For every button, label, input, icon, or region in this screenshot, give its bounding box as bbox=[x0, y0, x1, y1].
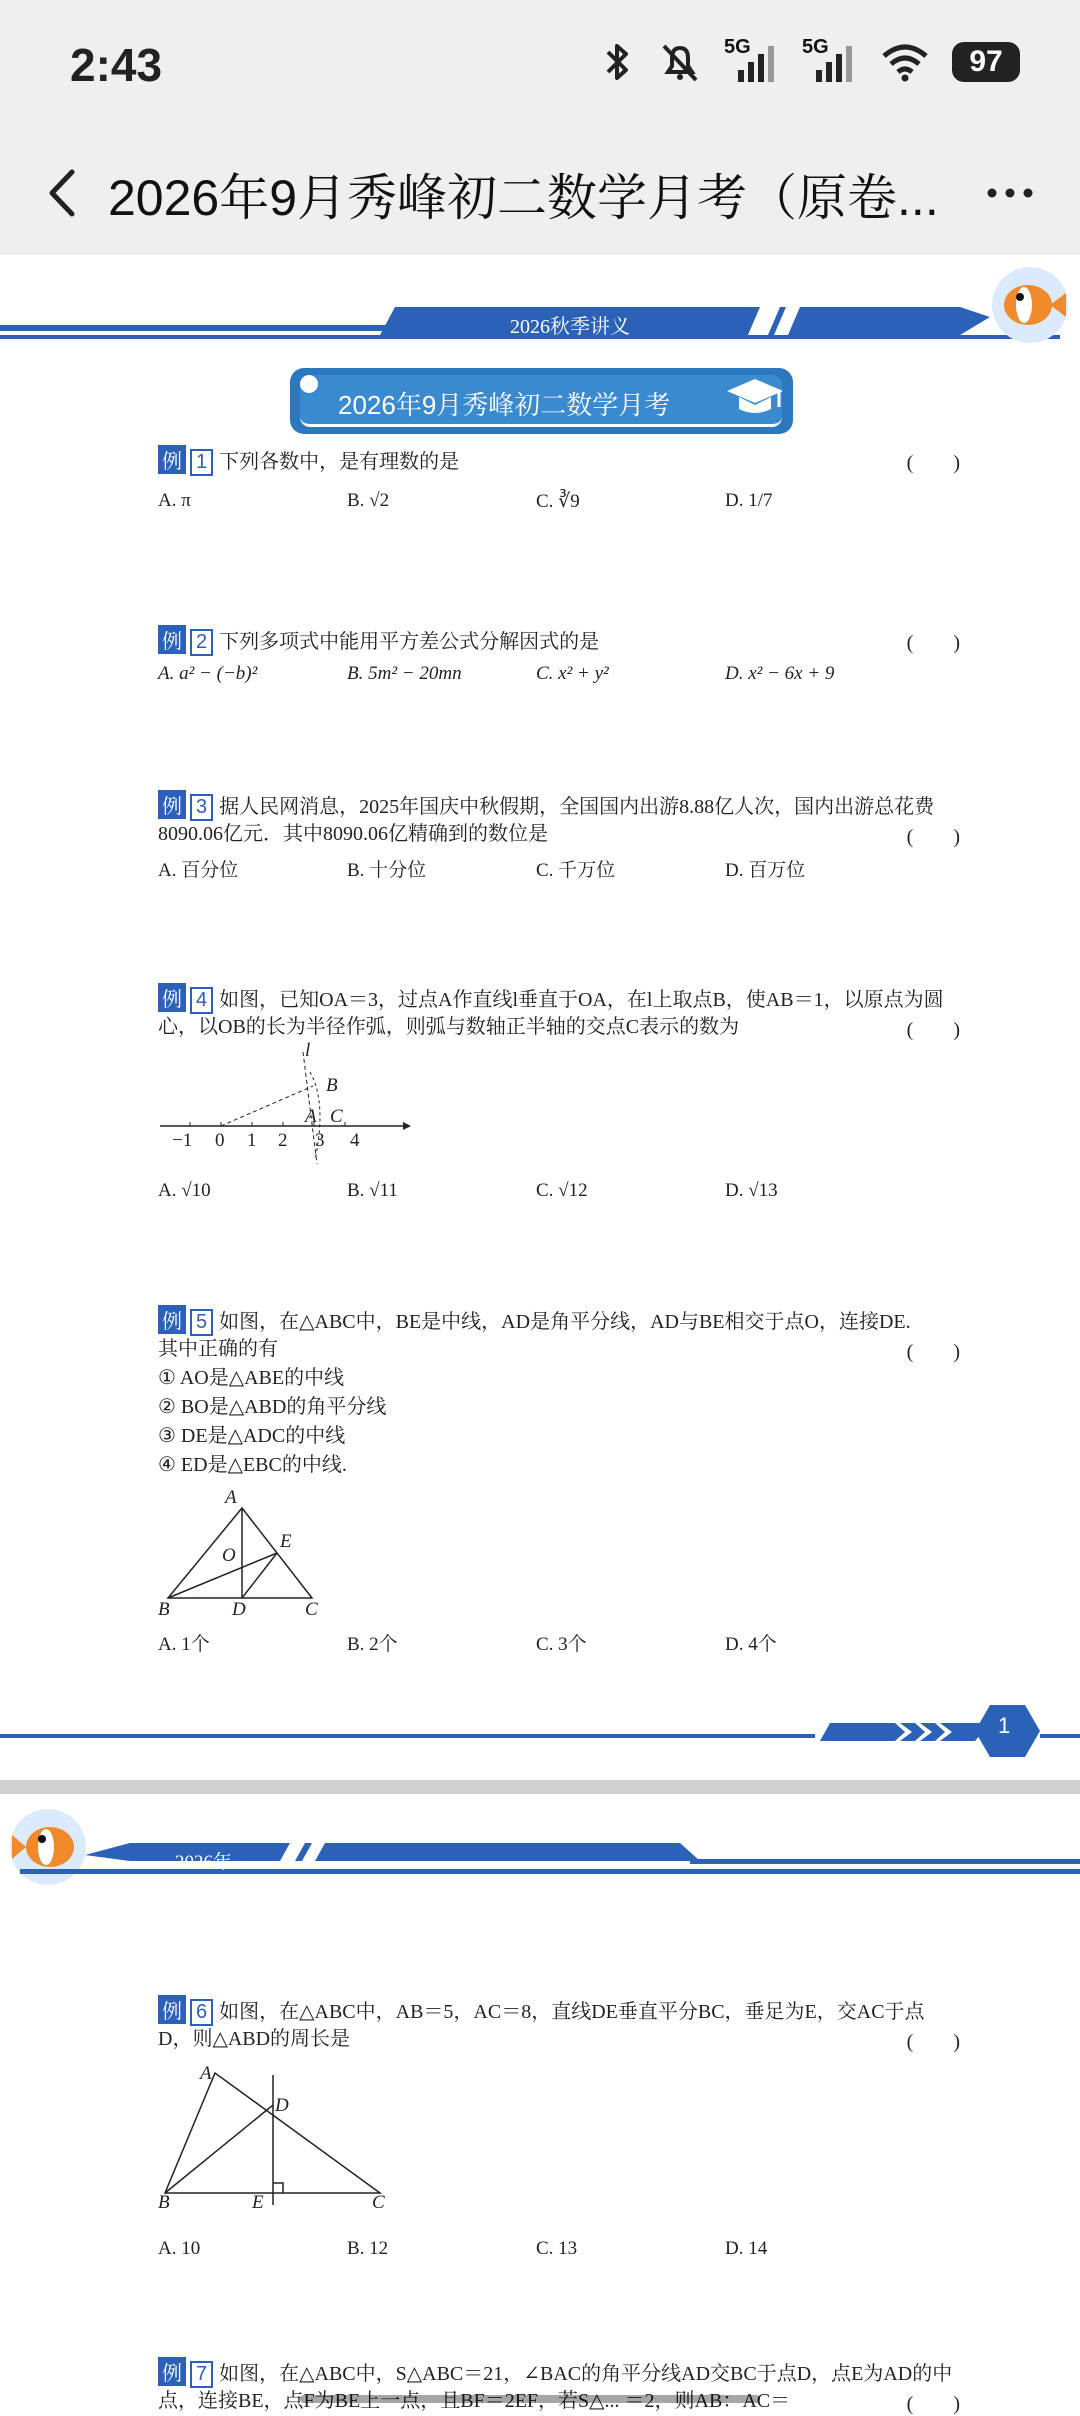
q5-label-b: B bbox=[158, 1599, 170, 1620]
scroll-indicator[interactable] bbox=[300, 2395, 760, 2403]
question-2-answer-paren: ( ) bbox=[906, 632, 960, 654]
q5-label-c: C bbox=[305, 1599, 318, 1620]
question-4-option-a: A. √10 bbox=[158, 1180, 211, 1201]
status-bar bbox=[0, 0, 1080, 130]
page2-header-banner bbox=[0, 1795, 1080, 1895]
question-3-number: 3 bbox=[190, 794, 213, 821]
question-5-statement-3: ③ DE是△ADC的中线 bbox=[158, 1425, 346, 1447]
battery-indicator: 97 bbox=[952, 42, 1020, 82]
question-7-text: 如图，在△ABC中，S△ABC＝21，∠BAC的角平分线AD交BC于点D，点E为AD的中 bbox=[219, 2363, 953, 2385]
back-arrow-icon[interactable] bbox=[30, 158, 100, 228]
signal-label-2: 5G bbox=[802, 36, 829, 58]
question-5-statement-1: ① AO是△ABE的中线 bbox=[158, 1367, 345, 1389]
q6-label-d: D bbox=[275, 2095, 289, 2116]
question-6-text: 如图，在△ABC中，AB＝5，AC＝8，直线DE垂直平分BC，垂足为E，交AC于点 bbox=[219, 2001, 925, 2023]
question-7-text-line2: 点，连接BE，点F为BE上一点，且BF＝2EF，若S△... ＝2，则AB：AC＝ bbox=[158, 2390, 791, 2412]
document-title: 2026年9月秀峰初二数学月考（原卷... bbox=[108, 170, 939, 226]
question-3-answer-paren: ( ) bbox=[906, 826, 960, 848]
question-6-option-a: A. 10 bbox=[158, 2238, 201, 2259]
question-4-text: 如图，已知OA＝3，过点A作直线l垂直于OA，在l上取点B，使AB＝1，以原点为圆 bbox=[219, 989, 944, 1011]
question-4-option-d: D. √13 bbox=[725, 1180, 778, 1201]
question-6-text-line2: D，则△ABD的周长是 bbox=[158, 2028, 351, 2050]
status-time: 2:43 bbox=[70, 39, 163, 91]
q6-label-b: B bbox=[158, 2192, 170, 2213]
signal-bars-icon bbox=[724, 40, 780, 84]
question-1 bbox=[158, 445, 958, 485]
question-6-label: 例 bbox=[158, 1995, 186, 2024]
question-3-label: 例 bbox=[158, 790, 186, 819]
question-6-option-d: D. 14 bbox=[725, 2238, 768, 2259]
q4-label-a: A bbox=[305, 1106, 317, 1127]
question-6-number: 6 bbox=[190, 1999, 213, 2026]
q4-label-l: l bbox=[305, 1040, 311, 1061]
signal-5g-2 bbox=[802, 36, 858, 84]
q6-label-e: E bbox=[252, 2192, 264, 2213]
question-5-label: 例 bbox=[158, 1305, 186, 1334]
signal-bars-icon bbox=[802, 40, 858, 84]
question-1-option-a: A. π bbox=[158, 490, 191, 511]
question-6-answer-paren: ( ) bbox=[906, 2031, 960, 2053]
q4-tick-4: 4 bbox=[350, 1130, 360, 1151]
q6-label-a: A bbox=[200, 2063, 212, 2084]
question-5-option-d: D. 4个 bbox=[725, 1634, 777, 1655]
question-5-answer-paren: ( ) bbox=[906, 1341, 960, 1363]
question-2-option-c: C. x² + y² bbox=[536, 663, 609, 684]
question-6-figure bbox=[155, 2065, 395, 2215]
page1-header-banner bbox=[0, 255, 1080, 355]
question-5-option-c: C. 3个 bbox=[536, 1634, 587, 1655]
question-3-option-c: C. 千万位 bbox=[536, 860, 616, 881]
q4-label-b: B bbox=[326, 1075, 338, 1096]
page2-header-text: 2026年 bbox=[175, 1852, 233, 1873]
question-1-option-c: C. ∛9 bbox=[536, 491, 580, 512]
question-4-answer-paren: ( ) bbox=[906, 1019, 960, 1041]
q5-label-o: O bbox=[222, 1545, 236, 1566]
question-3-option-d: D. 百万位 bbox=[725, 860, 806, 881]
question-3-option-b: B. 十分位 bbox=[347, 860, 427, 881]
mute-bell-icon bbox=[658, 40, 702, 84]
question-2-text: 下列多项式中能用平方差公式分解因式的是 bbox=[219, 631, 600, 653]
wifi-icon bbox=[880, 40, 930, 84]
question-5-statement-2: ② BO是△ABD的角平分线 bbox=[158, 1396, 387, 1418]
question-4-option-c: C. √12 bbox=[536, 1180, 588, 1201]
q5-label-e: E bbox=[280, 1531, 292, 1552]
exam-title: 2026年9月秀峰初二数学月考 bbox=[338, 390, 671, 420]
question-1-option-d: D. 1/7 bbox=[725, 490, 773, 511]
q4-tick-neg1: −1 bbox=[172, 1130, 193, 1151]
question-1-number: 1 bbox=[190, 449, 213, 476]
app-bar bbox=[0, 130, 1080, 255]
question-4-label: 例 bbox=[158, 983, 186, 1012]
question-5-option-b: B. 2个 bbox=[347, 1634, 398, 1655]
question-1-option-b: B. √2 bbox=[347, 490, 390, 511]
q5-label-a: A bbox=[225, 1487, 237, 1508]
question-2-option-b: B. 5m² − 20mn bbox=[347, 663, 462, 684]
q4-tick-3: 3 bbox=[315, 1130, 325, 1151]
question-6-option-b: B. 12 bbox=[347, 2238, 389, 2259]
page1-footer-banner bbox=[0, 1695, 1080, 1765]
question-5-figure bbox=[160, 1500, 320, 1610]
question-5-number: 5 bbox=[190, 1309, 213, 1336]
question-2-option-a: A. a² − (−b)² bbox=[158, 663, 258, 684]
page-divider bbox=[0, 1780, 1080, 1794]
status-icons bbox=[600, 36, 1020, 84]
question-4-text-line2: 心，以OB的长为半径作弧，则弧与数轴正半轴的交点C表示的数为 bbox=[158, 1016, 740, 1038]
q4-tick-2: 2 bbox=[278, 1130, 288, 1151]
q6-label-c: C bbox=[372, 2192, 385, 2213]
page1-header-text: 2026秋季讲义 bbox=[510, 316, 630, 338]
question-5 bbox=[158, 1305, 958, 1345]
question-2 bbox=[158, 625, 958, 665]
question-4-option-b: B. √11 bbox=[347, 1180, 398, 1201]
question-5-statement-4: ④ ED是△EBC的中线. bbox=[158, 1454, 347, 1476]
question-2-option-d: D. x² − 6x + 9 bbox=[725, 663, 835, 684]
exam-title-dot bbox=[300, 375, 318, 393]
question-3-text-line2: 8090.06亿元．其中8090.06亿精确到的数位是 bbox=[158, 823, 548, 845]
question-1-label: 例 bbox=[158, 445, 186, 474]
question-3-option-a: A. 百分位 bbox=[158, 860, 239, 881]
question-5-option-a: A. 1个 bbox=[158, 1634, 210, 1655]
signal-label-1: 5G bbox=[724, 36, 751, 58]
question-6-option-c: C. 13 bbox=[536, 2238, 578, 2259]
question-7-label: 例 bbox=[158, 2357, 186, 2386]
signal-5g-1 bbox=[724, 36, 780, 84]
question-2-number: 2 bbox=[190, 629, 213, 656]
question-4-number: 4 bbox=[190, 987, 213, 1014]
q4-label-c: C bbox=[330, 1106, 343, 1127]
q4-tick-0: 0 bbox=[215, 1130, 225, 1151]
question-1-text: 下列各数中，是有理数的是 bbox=[219, 451, 460, 473]
question-7-answer-paren: ( ) bbox=[906, 2393, 960, 2415]
question-5-text: 如图，在△ABC中，BE是中线，AD是角平分线，AD与BE相交于点O，连接DE. bbox=[219, 1311, 911, 1333]
question-7-number: 7 bbox=[190, 2361, 213, 2388]
q4-tick-1: 1 bbox=[247, 1130, 257, 1151]
question-4-figure bbox=[155, 1042, 415, 1172]
question-5-text-line2: 其中正确的有 bbox=[158, 1338, 278, 1360]
bluetooth-icon bbox=[600, 40, 636, 84]
question-1-answer-paren: ( ) bbox=[906, 452, 960, 474]
page-number: 1 bbox=[998, 1713, 1011, 1738]
more-options-icon[interactable] bbox=[980, 168, 1040, 218]
q5-label-d: D bbox=[232, 1599, 246, 1620]
question-2-label: 例 bbox=[158, 625, 186, 654]
graduation-cap-icon bbox=[725, 375, 785, 421]
question-3-text: 据人民网消息，2025年国庆中秋假期，全国国内出游8.88亿人次，国内出游总花费 bbox=[219, 796, 935, 818]
document-viewer[interactable] bbox=[0, 255, 1080, 2415]
